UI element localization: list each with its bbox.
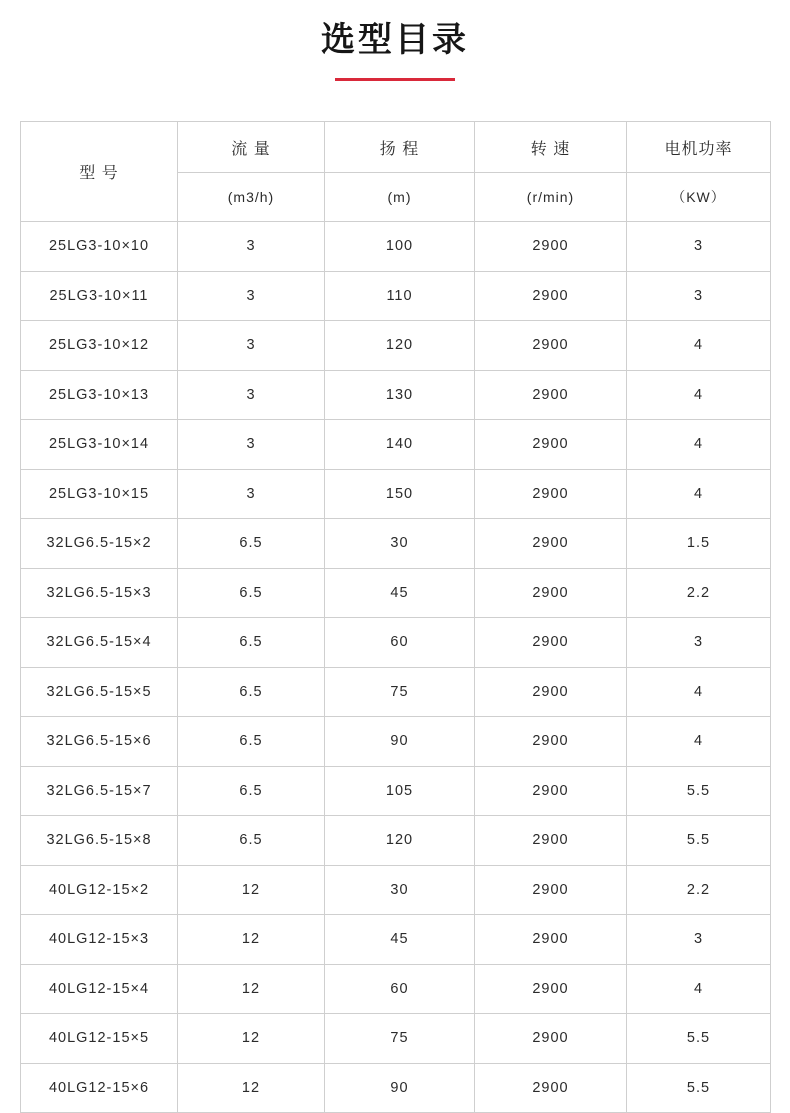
column-header-power: 电机功率 bbox=[627, 122, 771, 173]
cell-speed: 2900 bbox=[475, 370, 627, 420]
cell-flow: 3 bbox=[178, 321, 325, 371]
column-header-model: 型 号 bbox=[21, 122, 178, 222]
cell-model: 40LG12-15×3 bbox=[21, 915, 178, 965]
cell-head: 90 bbox=[325, 1063, 475, 1113]
page-title: 选型目录 bbox=[321, 21, 469, 59]
table-row bbox=[21, 420, 771, 470]
cell-model: 32LG6.5-15×8 bbox=[21, 816, 178, 866]
table-row bbox=[21, 271, 771, 321]
cell-model: 32LG6.5-15×7 bbox=[21, 766, 178, 816]
table-row bbox=[21, 865, 771, 915]
cell-speed: 2900 bbox=[475, 321, 627, 371]
column-unit-power: （KW） bbox=[627, 173, 771, 222]
cell-speed: 2900 bbox=[475, 618, 627, 668]
spec-table-wrapper bbox=[20, 121, 770, 1113]
column-unit-flow: (m3/h) bbox=[178, 173, 325, 222]
cell-model: 40LG12-15×4 bbox=[21, 964, 178, 1014]
table-row bbox=[21, 469, 771, 519]
cell-model: 25LG3-10×10 bbox=[21, 222, 178, 272]
cell-head: 60 bbox=[325, 618, 475, 668]
cell-speed: 2900 bbox=[475, 816, 627, 866]
cell-head: 75 bbox=[325, 667, 475, 717]
table-row bbox=[21, 1014, 771, 1064]
cell-speed: 2900 bbox=[475, 271, 627, 321]
cell-head: 45 bbox=[325, 915, 475, 965]
cell-speed: 2900 bbox=[475, 1063, 627, 1113]
cell-speed: 2900 bbox=[475, 717, 627, 767]
cell-power: 5.5 bbox=[627, 1014, 771, 1064]
cell-flow: 12 bbox=[178, 865, 325, 915]
cell-speed: 2900 bbox=[475, 865, 627, 915]
table-row bbox=[21, 766, 771, 816]
header-row-main bbox=[21, 122, 771, 173]
cell-power: 5.5 bbox=[627, 816, 771, 866]
cell-speed: 2900 bbox=[475, 519, 627, 569]
cell-head: 120 bbox=[325, 321, 475, 371]
column-unit-head: (m) bbox=[325, 173, 475, 222]
cell-flow: 6.5 bbox=[178, 766, 325, 816]
cell-head: 120 bbox=[325, 816, 475, 866]
table-row bbox=[21, 370, 771, 420]
cell-speed: 2900 bbox=[475, 222, 627, 272]
table-row bbox=[21, 717, 771, 767]
cell-head: 130 bbox=[325, 370, 475, 420]
cell-model: 25LG3-10×11 bbox=[21, 271, 178, 321]
cell-flow: 12 bbox=[178, 1014, 325, 1064]
column-header-flow: 流 量 bbox=[178, 122, 325, 173]
cell-flow: 3 bbox=[178, 222, 325, 272]
cell-head: 30 bbox=[325, 519, 475, 569]
column-unit-speed: (r/min) bbox=[475, 173, 627, 222]
cell-speed: 2900 bbox=[475, 1014, 627, 1064]
cell-power: 4 bbox=[627, 420, 771, 470]
cell-power: 5.5 bbox=[627, 1063, 771, 1113]
column-header-head: 扬 程 bbox=[325, 122, 475, 173]
cell-power: 4 bbox=[627, 717, 771, 767]
cell-head: 90 bbox=[325, 717, 475, 767]
title-block bbox=[0, 0, 790, 81]
table-body bbox=[21, 222, 771, 1113]
table-row bbox=[21, 915, 771, 965]
cell-power: 2.2 bbox=[627, 568, 771, 618]
table-row bbox=[21, 222, 771, 272]
cell-power: 1.5 bbox=[627, 519, 771, 569]
cell-head: 45 bbox=[325, 568, 475, 618]
cell-model: 40LG12-15×6 bbox=[21, 1063, 178, 1113]
cell-model: 40LG12-15×2 bbox=[21, 865, 178, 915]
cell-power: 4 bbox=[627, 321, 771, 371]
cell-flow: 6.5 bbox=[178, 717, 325, 767]
cell-model: 25LG3-10×14 bbox=[21, 420, 178, 470]
table-row bbox=[21, 519, 771, 569]
cell-flow: 12 bbox=[178, 964, 325, 1014]
table-row bbox=[21, 1063, 771, 1113]
cell-flow: 6.5 bbox=[178, 667, 325, 717]
table-row bbox=[21, 568, 771, 618]
cell-model: 40LG12-15×5 bbox=[21, 1014, 178, 1064]
cell-power: 2.2 bbox=[627, 865, 771, 915]
cell-power: 3 bbox=[627, 618, 771, 668]
cell-flow: 3 bbox=[178, 420, 325, 470]
cell-speed: 2900 bbox=[475, 915, 627, 965]
cell-model: 32LG6.5-15×4 bbox=[21, 618, 178, 668]
cell-model: 25LG3-10×13 bbox=[21, 370, 178, 420]
table-row bbox=[21, 964, 771, 1014]
table-row bbox=[21, 321, 771, 371]
cell-flow: 6.5 bbox=[178, 519, 325, 569]
cell-speed: 2900 bbox=[475, 420, 627, 470]
cell-flow: 6.5 bbox=[178, 816, 325, 866]
cell-head: 60 bbox=[325, 964, 475, 1014]
cell-flow: 3 bbox=[178, 469, 325, 519]
spec-table bbox=[20, 121, 771, 1113]
cell-speed: 2900 bbox=[475, 964, 627, 1014]
table-row bbox=[21, 667, 771, 717]
title-underline bbox=[335, 78, 455, 81]
cell-flow: 12 bbox=[178, 1063, 325, 1113]
cell-model: 25LG3-10×15 bbox=[21, 469, 178, 519]
cell-power: 3 bbox=[627, 915, 771, 965]
cell-head: 105 bbox=[325, 766, 475, 816]
table-row bbox=[21, 816, 771, 866]
cell-speed: 2900 bbox=[475, 469, 627, 519]
cell-head: 140 bbox=[325, 420, 475, 470]
cell-power: 4 bbox=[627, 964, 771, 1014]
cell-flow: 3 bbox=[178, 370, 325, 420]
cell-model: 32LG6.5-15×3 bbox=[21, 568, 178, 618]
cell-model: 32LG6.5-15×5 bbox=[21, 667, 178, 717]
column-header-speed: 转 速 bbox=[475, 122, 627, 173]
cell-model: 32LG6.5-15×6 bbox=[21, 717, 178, 767]
cell-speed: 2900 bbox=[475, 667, 627, 717]
cell-power: 3 bbox=[627, 222, 771, 272]
cell-model: 32LG6.5-15×2 bbox=[21, 519, 178, 569]
cell-power: 4 bbox=[627, 667, 771, 717]
cell-head: 150 bbox=[325, 469, 475, 519]
table-row bbox=[21, 618, 771, 668]
cell-speed: 2900 bbox=[475, 568, 627, 618]
cell-flow: 6.5 bbox=[178, 568, 325, 618]
cell-power: 4 bbox=[627, 469, 771, 519]
cell-head: 100 bbox=[325, 222, 475, 272]
cell-flow: 6.5 bbox=[178, 618, 325, 668]
cell-head: 110 bbox=[325, 271, 475, 321]
cell-model: 25LG3-10×12 bbox=[21, 321, 178, 371]
cell-power: 5.5 bbox=[627, 766, 771, 816]
cell-head: 75 bbox=[325, 1014, 475, 1064]
cell-power: 4 bbox=[627, 370, 771, 420]
table-header bbox=[21, 122, 771, 222]
cell-head: 30 bbox=[325, 865, 475, 915]
cell-flow: 3 bbox=[178, 271, 325, 321]
cell-flow: 12 bbox=[178, 915, 325, 965]
cell-speed: 2900 bbox=[475, 766, 627, 816]
cell-power: 3 bbox=[627, 271, 771, 321]
